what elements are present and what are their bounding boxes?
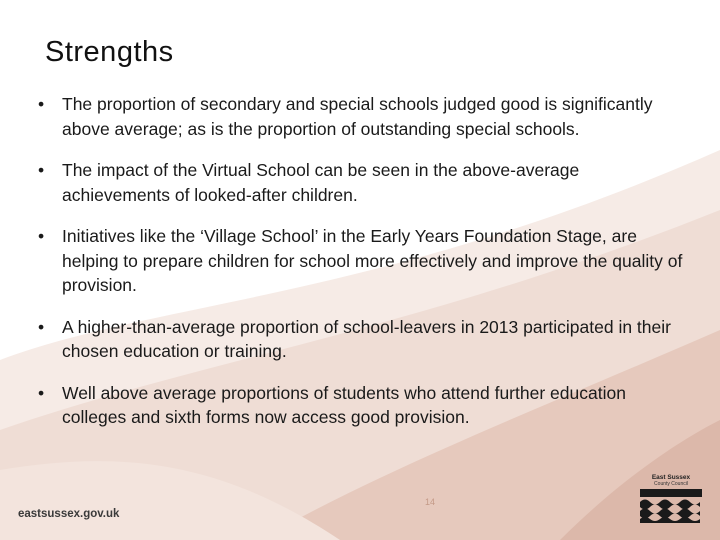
- list-item: [38, 92, 688, 141]
- council-logo: [636, 474, 706, 524]
- bullet-marker: •: [38, 94, 45, 114]
- bullet-text: A higher-than-average proportion of school-leavers in 2013 participated in their chosen education or training.: [62, 316, 671, 361]
- list-item: [38, 381, 688, 430]
- bullet-list: [38, 92, 688, 447]
- list-item: [38, 158, 688, 207]
- list-item: [38, 224, 688, 298]
- bullet-marker: •: [38, 226, 45, 246]
- bullet-text: The proportion of secondary and special schools judged good is significantly above average; as is the proportion of outstanding special schools.: [62, 94, 653, 139]
- bullet-text: The impact of the Virtual School can be seen in the above-average achievements of looked-after children.: [62, 160, 580, 205]
- bullet-marker: •: [38, 382, 45, 403]
- list-item: [38, 315, 688, 364]
- logo-name: East Sussex: [651, 474, 691, 481]
- bullet-marker: •: [38, 316, 45, 337]
- wave-icon: [640, 489, 702, 523]
- logo-subname: County Council: [654, 481, 688, 487]
- bullet-text: Initiatives like the ‘Village School’ in the Early Years Foundation Stage, are helping to prepare children for school more effectively and improve the quality of provision.: [62, 226, 683, 295]
- slide-title: Strengths: [45, 36, 174, 68]
- footer-website: eastsussex.gov.uk: [18, 508, 120, 520]
- page-number: 14: [425, 497, 436, 507]
- bullet-marker: •: [38, 160, 45, 180]
- bullet-text: Well above average proportions of students who attend further education colleges and sixth forms now access good provision.: [62, 382, 626, 427]
